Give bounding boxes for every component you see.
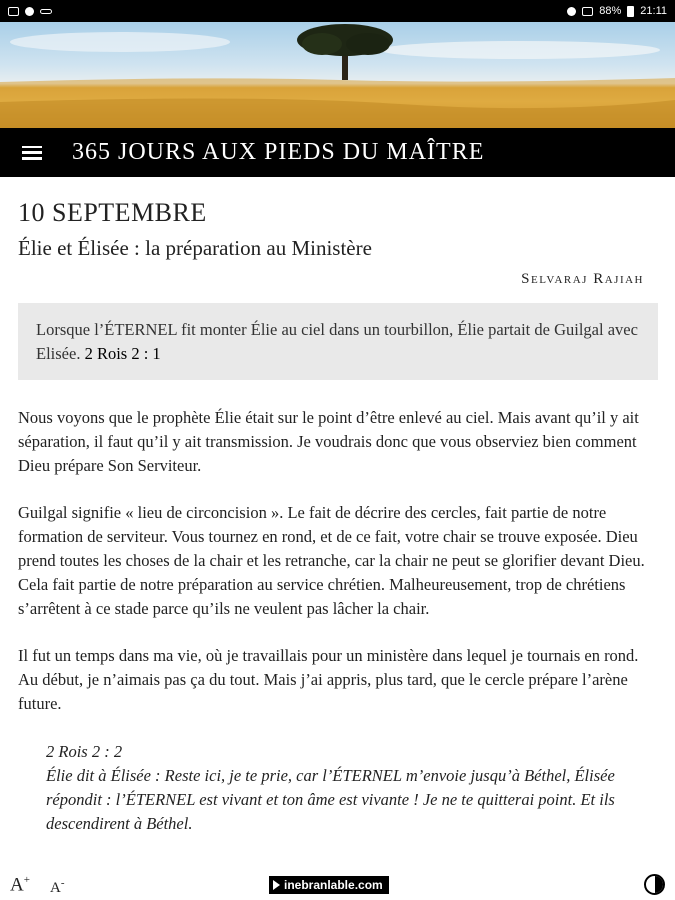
bottom-toolbar [0,870,675,900]
article-content [18,177,658,836]
battery-icon [627,6,634,17]
tree-field-illustration [0,22,675,128]
key-notification-icon [40,9,52,14]
scripture-quote-box [18,303,658,380]
paragraph-1: Nous voyons que le prophète Élie était sur le point d’être enlevé au ciel. Mais avant qu’il y ait séparation, il faut qu’il y ait transmission. Je voudrais donc que vous observiez bien comment Dieu prépare Son Serviteur. [18,408,639,475]
status-right [567,5,667,17]
arrow-right-icon [273,880,280,890]
font-decrease-letter: A [50,880,61,896]
font-decrease-minus-icon: - [60,877,65,889]
verse-block [46,740,658,836]
verse-text: Élie dit à Élisée : Reste ici, je te prie, car l’ÉTERNEL m’envoie jusqu’à Béthel, Élisée répondit : l’ÉTERNEL est vivant et ton âme est vivante ! Je ne te quitterai point. Et ils descendirent à Béthel. [46,766,615,833]
status-bar [0,0,675,22]
battery-percent: 88% [599,5,622,17]
status-left [8,7,52,16]
article-subtitle: Élie et Élisée : la préparation au Ministère [18,236,372,260]
site-link-button[interactable] [269,876,389,894]
article-date: 10 SEPTEMBRE [18,198,207,227]
clock: 21:11 [640,5,667,17]
paragraph-2: Guilgal signifie « lieu de circoncision ». Le fait de décrire des cercles, fait partie de notre formation de serviteur. Vous tournez en rond, et de ce fait, votre chair se trouve exposée. Dieu prend toutes les choses de la chair et les retranche, car la chair ne peut se glorifier devant Dieu. Cela fait partie de notre préparation au service chrétien. Malheureusement, trop de chrétiens s’arrêtent à ce stade parce qu’ils ne veulent pas lâcher la chair. [18,503,645,618]
app-header [0,128,675,177]
font-decrease-button[interactable] [50,877,65,897]
contrast-toggle-icon[interactable] [644,874,665,895]
sync-notification-icon [25,7,34,16]
header-banner-image [0,22,675,128]
quote-reference: 2 Rois 2 : 1 [84,344,161,363]
site-link-label: inebranlable.com [284,878,383,892]
alarm-icon [567,7,576,16]
hamburger-menu-icon[interactable] [22,146,42,160]
font-increase-button[interactable] [10,874,30,896]
article-author: Selvaraj Rajiah [521,271,644,287]
font-increase-plus-icon: + [23,874,30,886]
paragraph-3: Il fut un temps dans ma vie, où je travaillais pour un ministère dans lequel je tournais en rond. Au début, je n’aimais pas ça du tout. Mais j’ai appris, plus tard, que le cercle prépare l’arène future. [18,646,639,713]
verse-reference: 2 Rois 2 : 2 [46,742,123,761]
image-notification-icon [8,7,19,16]
font-increase-letter: A [10,874,24,896]
vibrate-icon [582,7,593,16]
quote-text: Lorsque l’ÉTERNEL fit monter Élie au ciel dans un tourbillon, Élie partait de Guilgal avec Elisée. [36,320,638,363]
app-title: 365 JOURS AUX PIEDS DU MAÎTRE [72,139,485,165]
